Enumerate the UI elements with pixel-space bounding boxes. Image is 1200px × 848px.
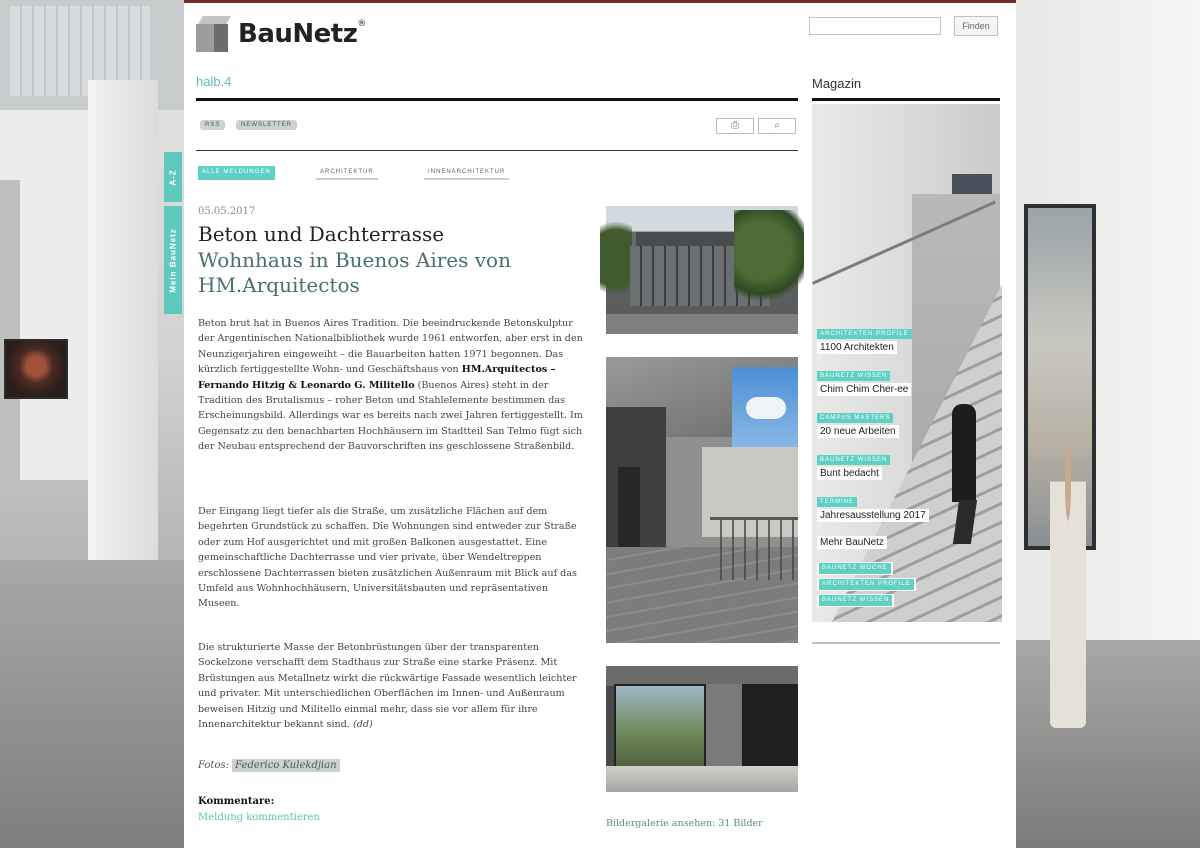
gallery-backdrop-right [1016,0,1200,848]
tab-architecture[interactable]: ARCHITEKTUR [316,166,378,180]
magazin-item[interactable] [817,322,912,354]
magazin-kicker: TERMINE [817,497,857,507]
magazin-item[interactable] [817,490,929,522]
magazin-item[interactable] [817,364,911,396]
gallery-floor [1016,640,1200,848]
article-paragraph-3: Die strukturierte Masse der Betonbrüstungen über der transparenten Sockelzone verschafft dem Stadthaus zur Straße eine starke Präsenz. Mit Brüstungen aus Metallnetz wirkt die rückwärtige Fassade wesentlich leichter und privater. Mit unterschiedlichen Oberflächen im Innen- und Außenraum beweisen Hitzig und Militello einmal mehr, dass sie vor allem für ihre Innenarchitektur bekannt sind. (dd) [198,642,577,731]
side-tab-mein-baunetz[interactable]: Mein BauNetz [164,206,182,314]
gallery-link[interactable]: Bildergalerie ansehen: 31 Bilder [606,818,763,829]
article-title: Beton und Dachterrasse [198,222,445,246]
logo-wordmark: BauNetz® [238,19,366,49]
gallery-backdrop-left [0,0,184,848]
magazin-kicker: CAMPUS MASTERS [817,413,893,423]
magazin-headline[interactable]: 20 neue Arbeiten [817,425,899,438]
section-label[interactable]: halb.4 [196,74,232,89]
sidebar-bottom-rule [812,642,1000,644]
magazin-item[interactable] [817,448,890,480]
search-input[interactable] [809,17,941,35]
newsletter-button[interactable]: NEWSLETTER [236,120,297,130]
photo-facade[interactable] [606,206,798,334]
top-rule [184,0,1016,3]
framed-painting [4,339,68,399]
magazin-kicker: BAUNETZ WISSEN [817,371,890,381]
article-date: 05.05.2017 [198,206,256,217]
more-link-wissen[interactable]: BAUNETZ WISSEN [817,594,894,607]
header-rule [196,98,798,101]
tab-all-news[interactable]: ALLE MELDUNGEN [198,166,275,180]
side-tab-a-z[interactable]: A-Z [164,152,182,202]
comment-link[interactable]: Meldung kommentieren [198,812,320,823]
rss-button[interactable]: RSS [200,120,225,130]
magazin-kicker: BAUNETZ WISSEN [817,455,890,465]
portrait-figure [1050,448,1086,728]
photo-credit: Fotos: Federico Kulekdjian [198,760,340,771]
find-button[interactable] [758,118,796,134]
toolbar-rule [196,150,798,151]
author-initials: (dd) [352,719,373,731]
article-paragraph-2: Der Eingang liegt tiefer als die Straße, um zusätzliche Flächen auf dem begehrten Grundstück zu schaffen. Die Wohnungen sind entweder zur Straße oder zum Hof ausgerichtet und mit großen Balkonen ausgestattet. Eine gemeinschaftliche Dachterrasse und vier private, über Wendeltreppen erschlossene Dachterrassen bieten zusätzlichen Außenraum mit Blick auf das Umfeld aus Wohnhochhäusern, Universitätsbauten und repräsentativen Museen. [198,506,577,610]
magazin-headline[interactable]: Jahresausstellung 2017 [817,509,929,522]
photo-balcony[interactable] [606,357,798,643]
magazin-headline[interactable]: 1100 Architekten [817,341,897,354]
more-link-woche[interactable]: BAUNETZ WOCHE [817,562,893,575]
framed-portrait [1024,204,1096,550]
magazin-headline[interactable]: Bunt bedacht [817,467,882,480]
photo-interior[interactable] [606,666,798,792]
baunetz-page [168,0,1016,848]
more-link-profile[interactable]: ARCHITEKTEN PROFILE [817,578,916,591]
gallery-doorway [0,180,20,480]
magazin-item[interactable] [817,406,899,438]
more-baunetz-label: Mehr BauNetz [817,536,887,549]
magnifier-icon: ⌕ [774,120,780,131]
baunetz-logo[interactable] [196,14,366,54]
magazin-heading: Magazin [812,76,862,91]
article-paragraph-1: Beton brut hat in Buenos Aires Tradition. Die beeindruckende Betonskulptur der Argentinischen Nationalbibliothek wurde 1961 entworfen, aber erst in den Neunzigerjahren eingeweiht – die Bauarbeiten hatten 1971 begonnen. Das kürzlich fertiggestellte Wohn- und Geschäftshaus von HM.Arquitectos – Fernando Hitzig & Leonardo G. Militello (Buenos Aires) steht in der Tradition des Brutalismus – roher Beton und Stahlelemente bestimmen das Erscheinungsbild. Allerdings war es bereits nach zwei Jahren fertiggestellt. Im Gegensatz zu den benachbarten Hochhäusern im Stadtteil San Telmo fügt sich der Neubau entsprechend der Bauvorschriften ins geschlossene Straßenbild. [198,318,583,453]
magazin-kicker: ARCHITEKTEN PROFILE [817,329,912,339]
photographer-name: Federico Kulekdjian [232,759,339,772]
comments-heading: Kommentare: [198,796,275,807]
gallery-pillar [88,80,158,580]
printer-icon: ⎙ [731,120,739,131]
magazin-rule [812,98,1000,101]
tab-interior[interactable]: INNENARCHITEKTUR [424,166,509,180]
article-subtitle: Wohnhaus in Buenos Aires von HM.Arquitectos [198,248,511,297]
cube-logo-icon [196,14,230,54]
search-button[interactable]: Finden [954,16,998,36]
magazin-headline[interactable]: Chim Chim Cher-ee [817,383,911,396]
architect-link[interactable]: HM.Arquitectos – Fernando Hitzig & Leonardo G. Militello [198,364,556,391]
print-button[interactable] [716,118,754,134]
gallery-floor [0,560,184,848]
